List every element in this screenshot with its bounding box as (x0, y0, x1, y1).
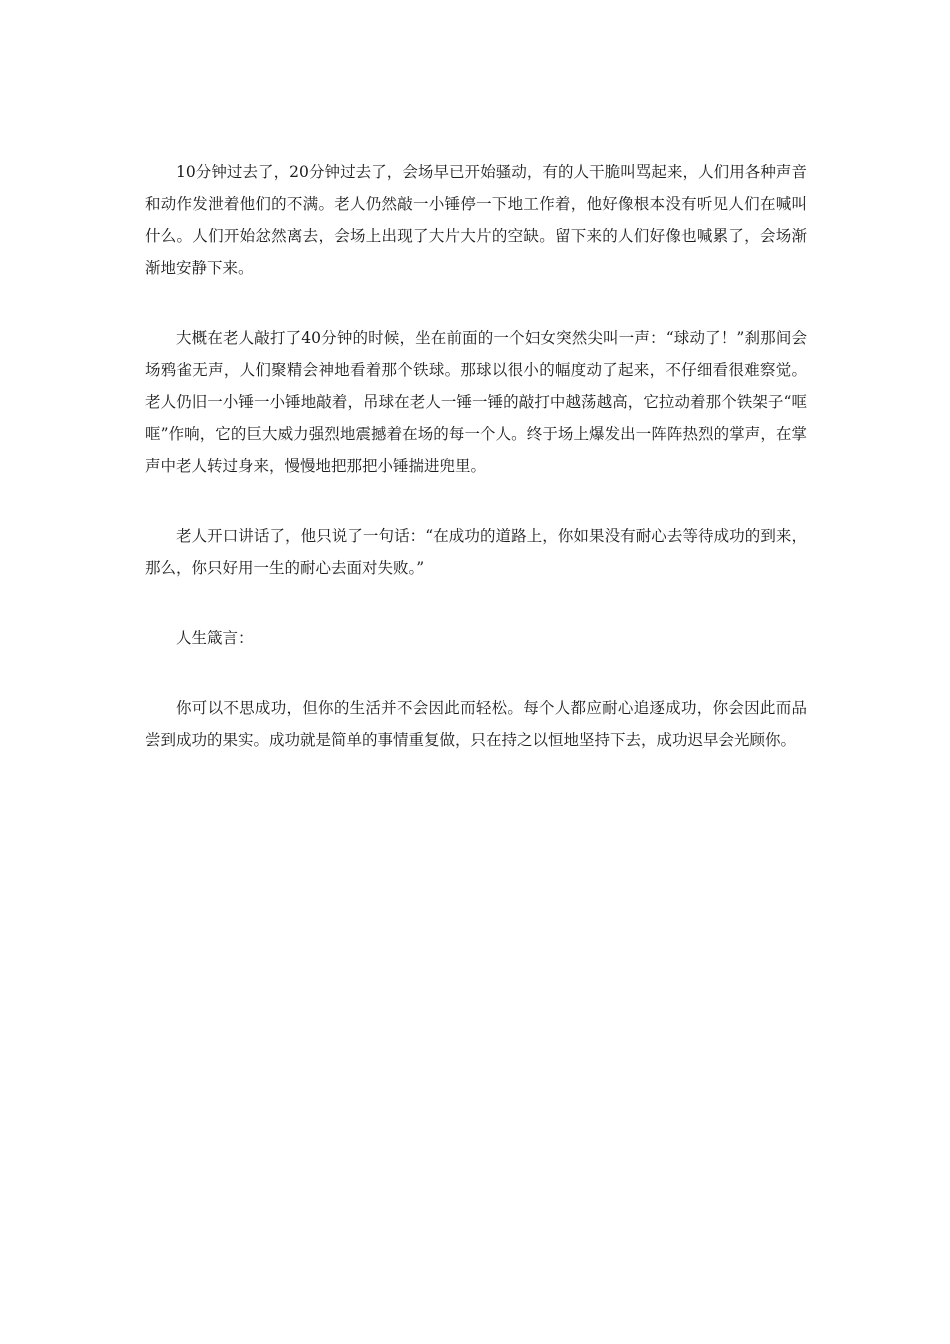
paragraph-life-motto: 你可以不思成功，但你的生活并不会因此而轻松。每个人都应耐心追逐成功，你会因此而品尝到成功的果实。成功就是简单的事情重复做，只在持之以恒地坚持下去，成功迟早会光顾你。 (145, 699, 807, 749)
paragraph-old-man-speech: 老人开口讲话了，他只说了一句话：“在成功的道路上，你如果没有耐心去等待成功的到来，那么，你只好用一生的耐心去面对失败。” (145, 527, 807, 577)
paragraph-crowd-restless: 10分钟过去了，20分钟过去了，会场早已开始骚动，有的人干脆叫骂起来，人们用各种声音和动作发泄着他们的不满。老人仍然敲一小锤停一下地工作着，他好像根本没有听见人们在喊叫什么。人们开始忿然离去，会场上出现了大片大片的空缺。留下来的人们好像也喊累了，会场渐渐地安静下来。 (145, 163, 807, 277)
paragraph-ball-moves: 大概在老人敲打了40分钟的时候，坐在前面的一个妇女突然尖叫一声：“球动了！”刹那间会场鸦雀无声，人们聚精会神地看着那个铁球。那球以很小的幅度动了起来，不仔细看很难察觉。老人仍旧一小锤一小锤地敲着，吊球在老人一锤一锤的敲打中越荡越高，它拉动着那个铁架子“哐哐”作响，它的巨大威力强烈地震撼着在场的每一个人。终于场上爆发出一阵阵热烈的掌声，在掌声中老人转过身来，慢慢地把那把小锤揣进兜里。 (145, 329, 807, 475)
document-body (145, 156, 807, 756)
paragraph-life-motto-heading: 人生箴言： (176, 629, 254, 647)
